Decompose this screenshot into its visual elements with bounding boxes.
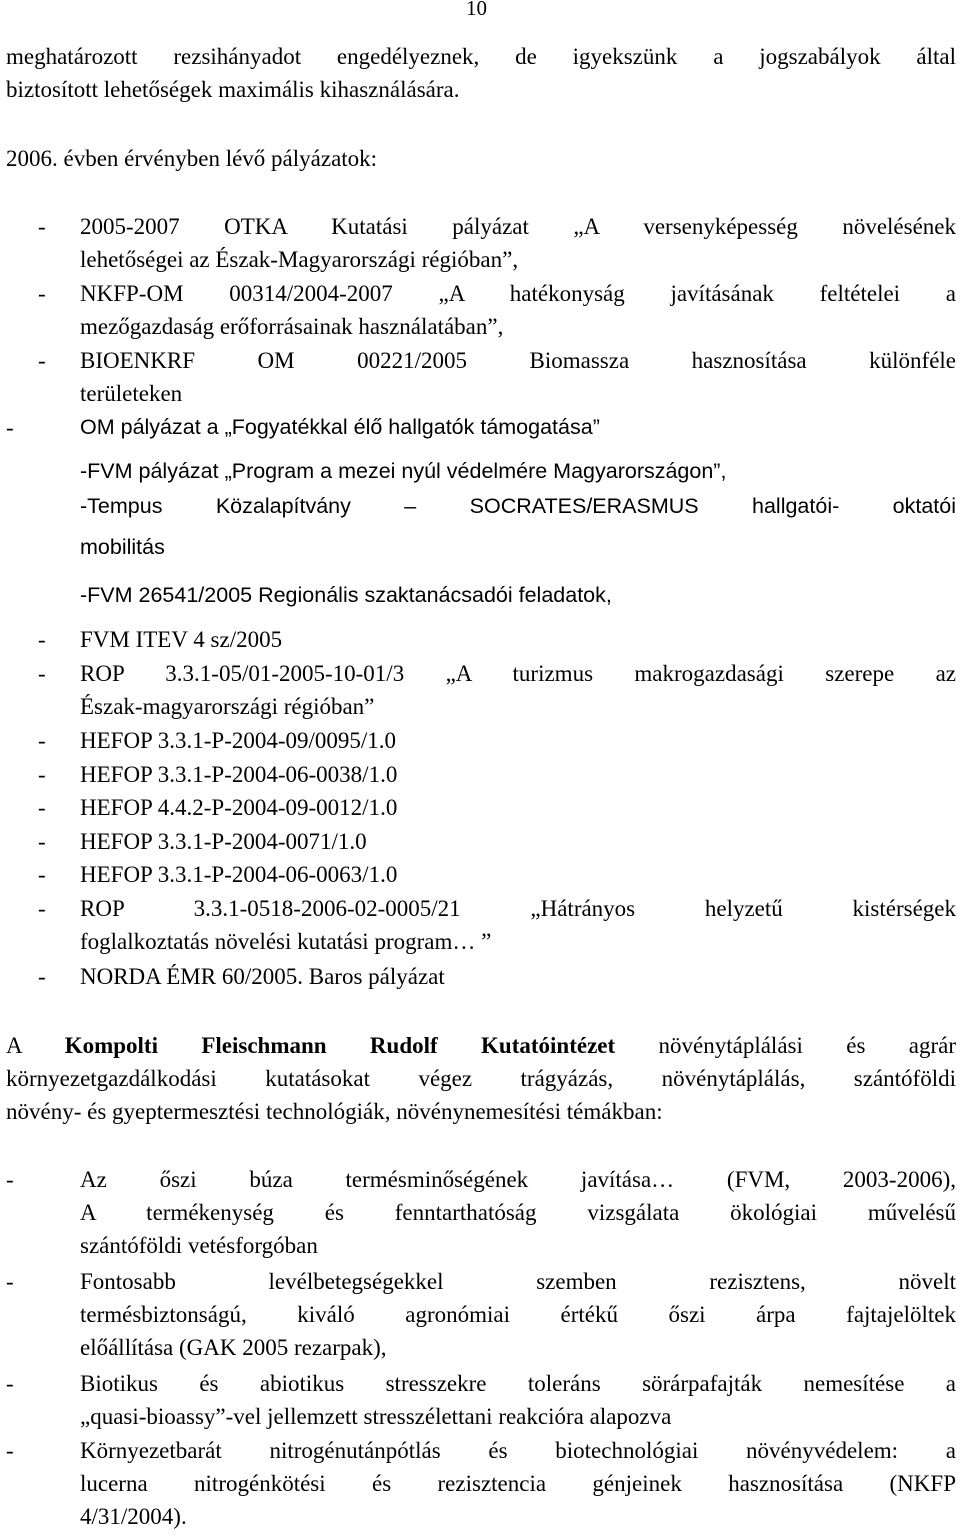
list-item-line: NKFP-OM 00314/2004-2007 „A hatékonyság javításának feltételei a: [80, 281, 956, 306]
kompolt-line: A Kompolti Fleischmann Rudolf Kutatóintézet növénytáplálási és agrár: [6, 1033, 956, 1058]
list-dash: -: [38, 661, 46, 686]
list-item-line: szántóföldi vetésforgóban: [80, 1233, 318, 1258]
list-item-line: „quasi-bioassy”-vel jellemzett stresszélettani reakcióra alapozva: [80, 1404, 672, 1429]
list-item-line: HEFOP 4.4.2-P-2004-09-0012/1.0: [80, 795, 398, 820]
list-dash: -: [38, 348, 46, 373]
list-item-line: HEFOP 3.3.1-P-2004-06-0038/1.0: [80, 762, 398, 787]
list-item-line: NORDA ÉMR 60/2005. Baros pályázat: [80, 964, 445, 989]
list-item-line: Biotikus és abiotikus stresszekre toleráns sörárpafajták nemesítése a: [80, 1371, 956, 1396]
list-dash: -: [38, 795, 46, 820]
list-item-line: ROP 3.3.1-0518-2006-02-0005/21 „Hátrányos helyzetű kistérségek: [80, 896, 956, 921]
list-item-line: -FVM pályázat „Program a mezei nyúl védelmére Magyarországon”,: [80, 459, 727, 483]
page-number: 10: [466, 0, 487, 20]
list-item-line: lehetőségei az Észak-Magyarországi régióban”,: [80, 247, 519, 272]
list-item-line: ROP 3.3.1-05/01-2005-10-01/3 „A turizmus makrogazdasági szerepe az: [80, 661, 956, 686]
list-item-line: mobilitás: [80, 535, 165, 559]
list-item-line: HEFOP 3.3.1-P-2004-06-0063/1.0: [80, 862, 398, 887]
institute-name: Kompolti Fleischmann Rudolf Kutatóintézet: [64, 1033, 616, 1058]
intro-line: meghatározott rezsihányadot engedélyeznek, de igyekszünk a jogszabályok által: [6, 44, 956, 69]
section-heading-text: 2006. évben érvényben lévő pályázatok:: [6, 146, 378, 171]
kompolt-line: növény- és gyeptermesztési technológiák, növénynemesítési témákban:: [6, 1099, 663, 1124]
list-dash: -: [38, 862, 46, 887]
list-item-line: előállítása (GAK 2005 rezarpak),: [80, 1335, 387, 1360]
list-item-line: Észak-magyarországi régióban”: [80, 694, 375, 719]
list-dash: -: [6, 1269, 14, 1294]
section-heading: [6, 142, 956, 175]
list-item-line: -Tempus Közalapítvány – SOCRATES/ERASMUS hallgatói- oktatói: [80, 494, 956, 518]
kompolt-paragraph: [6, 1029, 956, 1128]
list-item-line: A termékenység és fenntarthatóság vizsgálata ökológiai művelésű: [80, 1200, 956, 1225]
list-item-line: HEFOP 3.3.1-P-2004-0071/1.0: [80, 829, 367, 854]
list-dash: -: [38, 829, 46, 854]
list-dash: -: [38, 762, 46, 787]
list-item-line: Környezetbarát nitrogénutánpótlás és biotechnológiai növényvédelem: a: [80, 1438, 956, 1463]
list-item-line: lucerna nitrogénkötési és rezisztencia génjeinek hasznosítása (NKFP: [80, 1471, 956, 1496]
list-dash: -: [6, 1167, 14, 1192]
list-dash: -: [38, 627, 46, 652]
list-dash: -: [6, 1371, 14, 1396]
list-item-line: termésbiztonságú, kiváló agronómiai értékű őszi árpa fajtajelöltek: [80, 1302, 956, 1327]
list-item-line: Az őszi búza termésminőségének javítása… (FVM, 2003-2006),: [80, 1167, 956, 1192]
list-dash: -: [6, 415, 14, 440]
list-dash: -: [38, 281, 46, 306]
list-dash: -: [38, 728, 46, 753]
list-item-line: mezőgazdaság erőforrásainak használatában”,: [80, 314, 504, 339]
list-dash: -: [38, 214, 46, 239]
list-item-line: BIOENKRF OM 00221/2005 Biomassza hasznosítása különféle: [80, 348, 956, 373]
intro-line: biztosított lehetőségek maximális kihasználására.: [6, 77, 460, 102]
list-dash: -: [38, 964, 46, 989]
list-item-line: területeken: [80, 381, 183, 406]
list-item-line: Fontosabb levélbetegségekkel szemben rezisztens, növelt: [80, 1269, 956, 1294]
list-dash: -: [6, 1438, 14, 1463]
list-item-line: OM pályázat a „Fogyatékkal élő hallgatók támogatása”: [80, 415, 600, 439]
kompolt-line: környezetgazdálkodási kutatásokat végez trágyázás, növénytáplálás, szántóföldi: [6, 1066, 956, 1091]
list-item-line: 2005-2007 OTKA Kutatási pályázat „A versenyképesség növelésének: [80, 214, 956, 239]
list-item-line: 4/31/2004).: [80, 1504, 187, 1529]
list-dash: -: [38, 896, 46, 921]
list-item-line: FVM ITEV 4 sz/2005: [80, 627, 283, 652]
list-item-line: foglalkoztatás növelési kutatási program… ”: [80, 929, 492, 954]
list-item-line: -FVM 26541/2005 Regionális szaktanácsadói feladatok,: [80, 583, 612, 607]
list-item-line: HEFOP 3.3.1-P-2004-09/0095/1.0: [80, 728, 397, 753]
intro-paragraph: [6, 40, 956, 106]
